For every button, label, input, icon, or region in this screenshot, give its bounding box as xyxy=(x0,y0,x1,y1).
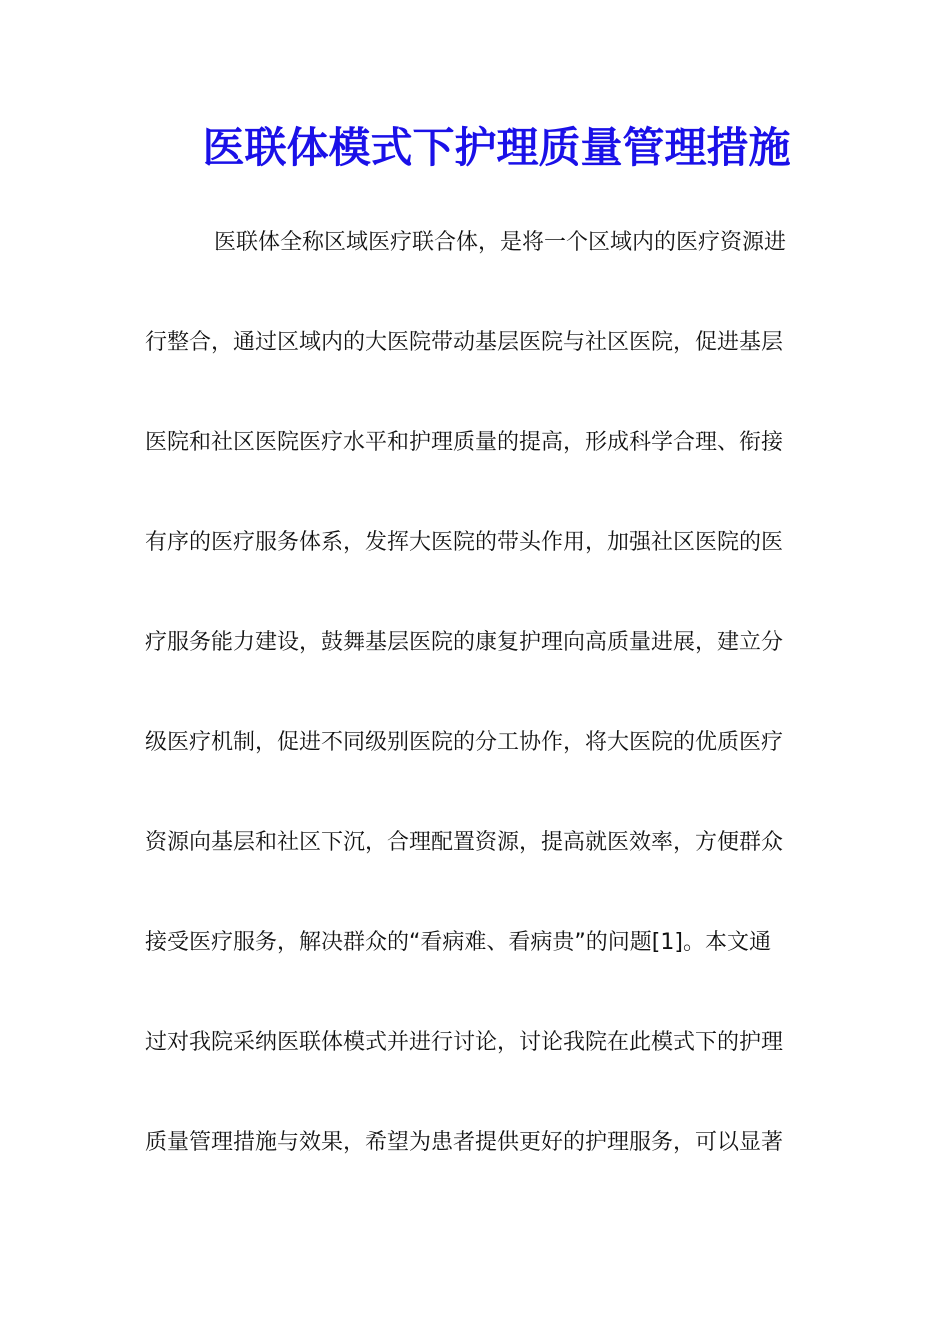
paragraph-line-1: 医联体全称区域医疗联合体，是将一个区域内的医疗资源进 xyxy=(214,230,787,255)
paragraph-line-8: 接受医疗服务，解决群众的“看病难、看病贵”的问题[1]。本文通 xyxy=(145,930,771,955)
document-title: 医联体模式下护理质量管理措施 xyxy=(202,123,791,172)
paragraph-line-3: 医院和社区医院医疗水平和护理质量的提高，形成科学合理、衔接 xyxy=(145,430,784,455)
paragraph-line-9: 过对我院采纳医联体模式并进行讨论，讨论我院在此模式下的护理 xyxy=(145,1030,784,1055)
paragraph-line-7: 资源向基层和社区下沉，合理配置资源，提高就医效率，方便群众 xyxy=(145,830,784,855)
paragraph-line-10: 质量管理措施与效果，希望为患者提供更好的护理服务，可以显著 xyxy=(145,1130,784,1155)
paragraph-line-5: 疗服务能力建设，鼓舞基层医院的康复护理向高质量进展，建立分 xyxy=(145,630,784,655)
paragraph-line-2: 行整合，通过区域内的大医院带动基层医院与社区医院，促进基层 xyxy=(145,330,784,355)
paragraph-line-6: 级医疗机制，促进不同级别医院的分工协作，将大医院的优质医疗 xyxy=(145,730,784,755)
paragraph-line-4: 有序的医疗服务体系，发挥大医院的带头作用，加强社区医院的医 xyxy=(145,530,784,555)
